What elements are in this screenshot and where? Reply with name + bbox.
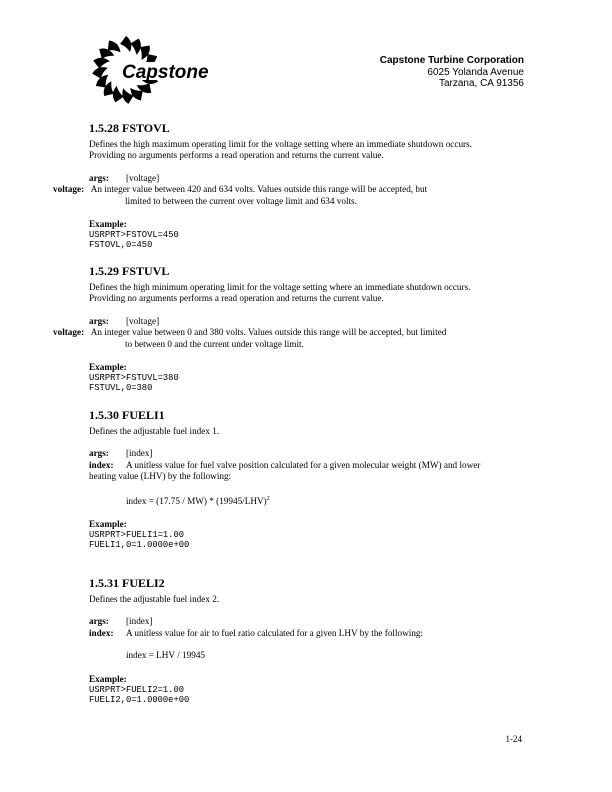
args-label: args: — [89, 315, 109, 326]
param-text: An integer value between 0 and 380 volts. Values outside this range will be accepted, but limited — [90, 327, 447, 338]
param-label: index: — [89, 627, 114, 638]
args-value: [voltage] — [126, 172, 160, 183]
formula — [89, 494, 529, 507]
example-response: FSTUVL,0=380 — [89, 383, 153, 394]
param-text: limited to between the current over voltage limit and 634 volts. — [125, 195, 357, 206]
company-name: Capstone Turbine Corporation — [379, 55, 524, 66]
formula-text: index = (17.75 / MW) * (19945/LHV) — [126, 495, 267, 506]
param-row: voltage: An integer value between 0 and 380 volts. Values outside this range will be accepted, but limited to between 0 and the current under voltage limit. — [53, 327, 447, 349]
section-fstovl — [53, 121, 529, 251]
address-line-1: 6025 Yolanda Avenue — [427, 66, 524, 78]
example-response: FSTOVL,0=450 — [89, 240, 153, 251]
param-text: to between 0 and the current under voltage limit. — [125, 338, 304, 349]
section-title: 1.5.31 FUELI2 — [89, 576, 165, 590]
args-row — [89, 173, 529, 184]
example-response: FUELI1,0=1.0000e+00 — [89, 540, 190, 551]
section-description — [89, 594, 529, 605]
example-label: Example: — [89, 519, 127, 530]
section-fueli2 — [89, 576, 529, 705]
section-description — [89, 282, 529, 305]
formula-text: index = LHV / 19945 — [126, 650, 206, 661]
description-line: Providing no arguments performs a read operation and returns the current value. — [89, 150, 384, 161]
example-label: Example: — [89, 673, 127, 684]
example-label: Example: — [89, 219, 127, 230]
args-label: args: — [89, 172, 109, 183]
args-value: [index] — [126, 448, 153, 459]
section-title: 1.5.30 FUELI1 — [89, 408, 165, 422]
section-description — [89, 139, 529, 162]
section-title: 1.5.28 FSTOVL — [89, 121, 170, 135]
args-row — [89, 448, 529, 459]
page-number: 1-24 — [505, 734, 522, 744]
section-title: 1.5.29 FSTUVL — [89, 264, 170, 278]
section-fstuvl — [53, 264, 529, 394]
param-label: index: — [89, 459, 114, 470]
example-command: USRPRT>FSTOVL=450 — [89, 230, 179, 241]
example-label: Example: — [89, 362, 127, 373]
address-line-2: Tarzana, CA 91356 — [438, 78, 524, 89]
args-label: args: — [89, 448, 109, 459]
description-line: Defines the high maximum operating limit for the voltage setting where an immediate shutdown occurs. — [89, 139, 472, 149]
section-fueli1 — [89, 408, 529, 551]
example-response: FUELI2,0=1.0000e+00 — [89, 694, 190, 705]
company-address — [380, 55, 524, 90]
description-line: Defines the high minimum operating limit for the voltage setting where an immediate shutdown occurs. — [89, 282, 471, 292]
param-row: voltage: An integer value between 420 and 634 volts. Values outside this range will be accepted, but limited to between the current over voltage limit and 634 volts. — [53, 184, 428, 206]
example-command: USRPRT>FSTUVL=380 — [89, 373, 179, 384]
formula — [89, 650, 529, 661]
capstone-logo-icon — [88, 30, 248, 110]
param-text: A unitless value for fuel valve position calculated for a given molecular weight (MW) and lower — [126, 459, 481, 470]
param-text: A unitless value for air to fuel ratio calculated for a given LHV by the following: — [126, 627, 424, 638]
formula-exponent: 2 — [266, 495, 270, 502]
capstone-logo — [88, 30, 248, 110]
args-value: [voltage] — [126, 315, 160, 326]
section-description — [89, 426, 529, 437]
args-value: [index] — [126, 616, 153, 627]
description-line: Providing no arguments performs a read operation and returns the current value. — [89, 293, 384, 304]
param-text: heating value (LHV) by the following: — [89, 471, 232, 482]
args-label: args: — [89, 616, 109, 627]
example-command: USRPRT>FUELI1=1.00 — [89, 530, 185, 541]
args-row — [89, 316, 529, 327]
param-row — [89, 460, 529, 483]
example-command: USRPRT>FUELI2=1.00 — [89, 684, 185, 695]
args-row — [89, 616, 529, 627]
description-line: Defines the adjustable fuel index 2. — [89, 594, 220, 604]
param-text: An integer value between 420 and 634 volts. Values outside this range will be accepted, but — [90, 184, 428, 195]
param-row — [89, 628, 529, 639]
logo-text: Capstone — [122, 62, 209, 83]
description-line: Defines the adjustable fuel index 1. — [89, 426, 220, 436]
